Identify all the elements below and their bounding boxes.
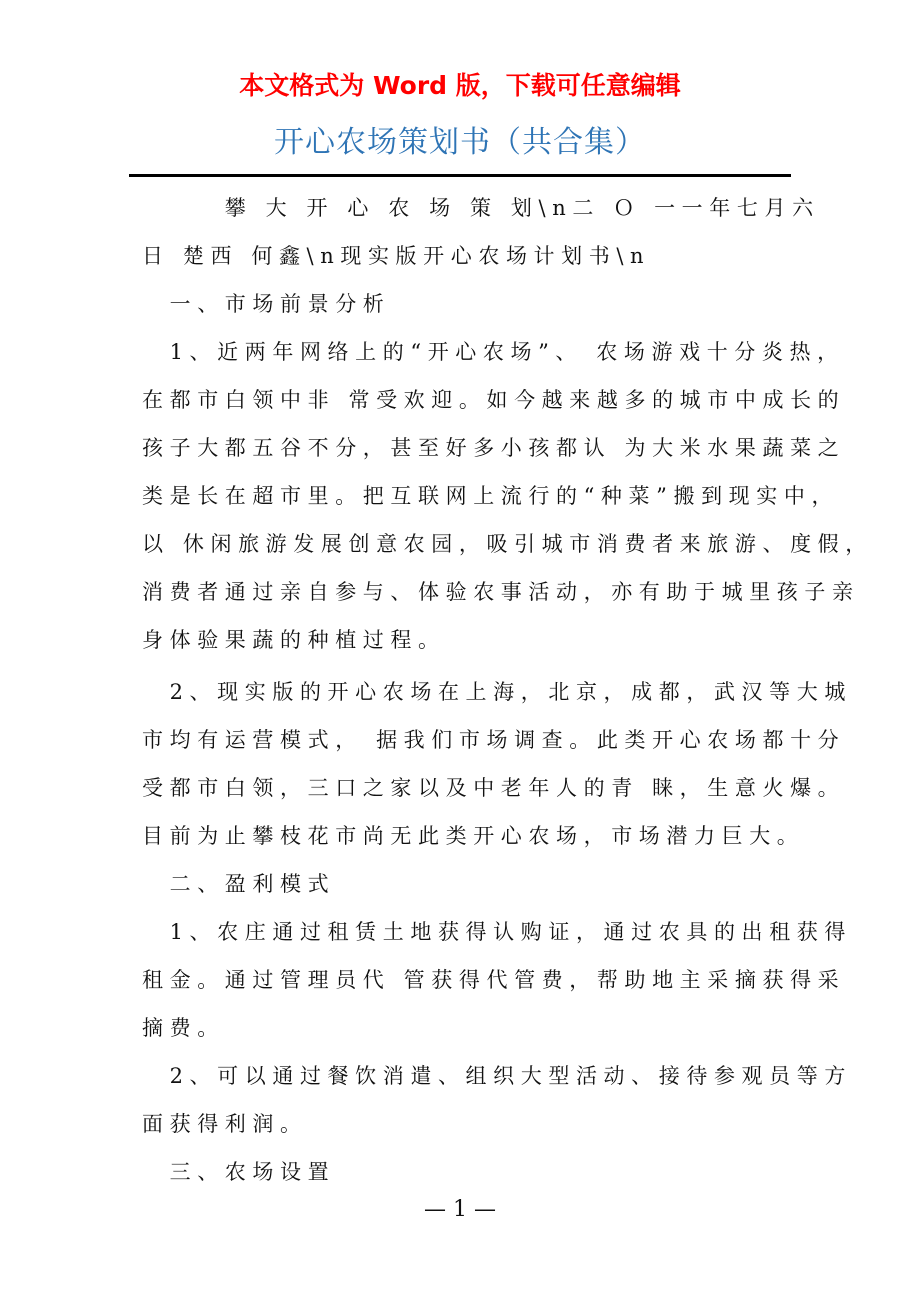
document-title: 开心农场策划书（共合集）: [274, 125, 646, 160]
paragraph-line: 在都市白领中非 常受欢迎。如今越来越多的城市中成长的: [142, 388, 846, 412]
paragraph-line: 摘费。: [142, 1016, 225, 1040]
page-number: — 1 —: [424, 1197, 496, 1222]
paragraph-line: 受都市白领，三口之家以及中老年人的青 睐，生意火爆。: [142, 776, 846, 800]
paragraph-line: 以 休闲旅游发展创意农园，吸引城市消费者来旅游、度假，: [142, 532, 873, 556]
paragraph-line: 1、近两年网络上的“开心农场”、 农场游戏十分炎热，: [142, 340, 845, 364]
paragraph-line: 市均有运营模式， 据我们市场调查。此类开心农场都十分: [142, 728, 846, 752]
paragraph-line: 1、农庄通过租赁土地获得认购证，通过农具的出租获得: [142, 920, 852, 944]
intro-line: 攀 大 开 心 农 场 策 划\n二 Ｏ 一一年七月六: [142, 196, 820, 220]
paragraph-line: 类是长在超市里。把互联网上流行的“种菜”搬到现实中，: [142, 484, 840, 508]
paragraph-line: 消费者通过亲自参与、体验农事活动，亦有助于城里孩子亲: [142, 580, 860, 604]
paragraph-line: 目前为止攀枝花市尚无此类开心农场，市场潜力巨大。: [142, 824, 805, 848]
section-heading: 二、盈利模式: [142, 872, 336, 896]
paragraph-line: 租金。通过管理员代 管获得代管费，帮助地主采摘获得采: [142, 968, 846, 992]
paragraph-line: 身体验果蔬的种植过程。: [142, 628, 446, 652]
section-heading: 一、市场前景分析: [142, 292, 391, 316]
paragraph-line: 孩子大都五谷不分，甚至好多小孩都认 为大米水果蔬菜之: [142, 436, 846, 460]
paragraph-line: 2、可以通过餐饮消遣、组织大型活动、接待参观员等方: [142, 1064, 852, 1088]
paragraph-line: 2、现实版的开心农场在上海，北京，成都，武汉等大城: [142, 680, 852, 704]
download-banner: 本文格式为 Word 版，下载可任意编辑: [239, 71, 681, 100]
section-heading: 三、农场设置: [142, 1160, 336, 1184]
title-divider: [129, 174, 791, 177]
document-body: [142, 184, 873, 1196]
intro-line: 日 楚西 何鑫\n现实版开心农场计划书\n: [142, 244, 651, 268]
paragraph-line: 面获得利润。: [142, 1112, 308, 1136]
